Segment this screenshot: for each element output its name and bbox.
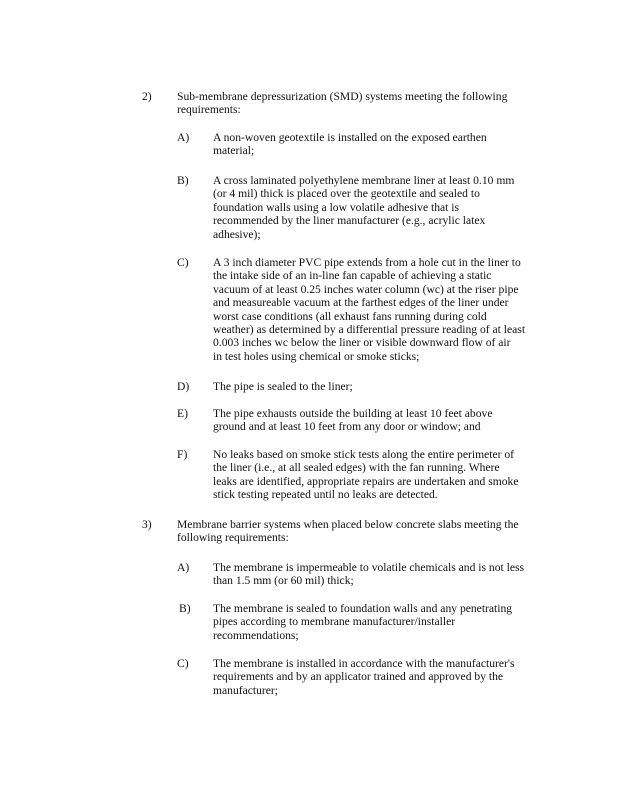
item-3A-text [213, 561, 524, 588]
text-line: A non-woven geotextile is installed on the exposed earthen [213, 131, 487, 144]
text-line: ground and at least 10 feet from any door or window; and [213, 420, 481, 434]
item-2D-label: D) [177, 380, 190, 393]
item-3C-text [213, 657, 514, 697]
text-line: material; [213, 144, 255, 158]
text-line: (or 4 mil) thick is placed over the geotextile and sealed to [213, 187, 480, 201]
text-line: than 1.5 mm (or 60 mil) thick; [213, 574, 354, 588]
item-2D-text [213, 380, 353, 393]
item-2B-text [213, 174, 514, 241]
text-line: recommended by the liner manufacturer (e.g., acrylic latex [213, 214, 486, 228]
section-3-number: 3) [142, 518, 152, 531]
text-line: The pipe is sealed to the liner; [213, 380, 353, 393]
text-line: and measureable vacuum at the farthest edges of the liner under [213, 296, 509, 310]
item-2F-label: F) [177, 448, 188, 461]
text-line: The membrane is sealed to foundation walls and any penetrating [213, 602, 513, 615]
text-line: Sub-membrane depressurization (SMD) systems meeting the following [177, 90, 508, 103]
text-line: following requirements: [177, 531, 289, 545]
text-line: The membrane is impermeable to volatile chemicals and is not less [213, 561, 525, 574]
section-2-heading [177, 90, 507, 117]
text-line: adhesive); [213, 227, 261, 241]
text-line: foundation walls using a low volatile adhesive that is [213, 200, 459, 214]
item-3B-text [213, 602, 512, 642]
text-line: vacuum of at least 0.25 inches water column (wc) at the riser pipe [213, 282, 519, 296]
text-line: The pipe exhausts outside the building at least 10 feet above [213, 407, 493, 420]
section-3-heading [177, 518, 519, 545]
text-line: worst case conditions (all exhaust fans running during cold [213, 309, 487, 323]
text-line: A 3 inch diameter PVC pipe extends from a hole cut in the liner to [213, 256, 521, 269]
text-line: recommendations; [213, 628, 299, 642]
item-2F-text [213, 448, 519, 502]
item-3A-label: A) [177, 561, 190, 574]
text-line: requirements: [177, 103, 241, 117]
item-3C-label: C) [177, 657, 189, 670]
text-line: stick testing repeated until no leaks are detected. [213, 488, 438, 502]
text-line: in test holes using chemical or smoke sticks; [213, 349, 420, 363]
text-line: leaks are identified, appropriate repairs are undertaken and smoke [213, 474, 519, 488]
text-line: weather) as determined by a differential pressure reading of at least [213, 323, 526, 337]
text-line: A cross laminated polyethylene membrane liner at least 0.10 mm [213, 174, 515, 187]
text-line: The membrane is installed in accordance with the manufacturer's [213, 657, 515, 670]
text-line: Membrane barrier systems when placed below concrete slabs meeting the [177, 518, 519, 531]
text-line: 0.003 inches wc below the liner or visible downward flow of air [213, 336, 511, 350]
text-line: the liner (i.e., at all sealed edges) with the fan running. Where [213, 461, 500, 475]
item-2E-text [213, 407, 492, 434]
item-2C-label: C) [177, 256, 189, 269]
text-line: pipes according to membrane manufacturer/installer [213, 615, 456, 629]
text-line: the intake side of an in-line fan capable of achieving a static [213, 269, 492, 283]
item-2C-text [213, 256, 525, 363]
item-2B-label: B) [177, 174, 189, 187]
text-line: No leaks based on smoke stick tests along the entire perimeter of [213, 448, 515, 461]
text-line: requirements and by an applicator trained and approved by the [213, 670, 504, 684]
item-2A-text [213, 131, 487, 158]
item-2A-label: A) [177, 131, 190, 144]
item-2E-label: E) [177, 407, 188, 420]
text-line: manufacturer; [213, 683, 279, 697]
item-3B-label: B) [179, 602, 191, 615]
section-2-number: 2) [142, 90, 152, 103]
